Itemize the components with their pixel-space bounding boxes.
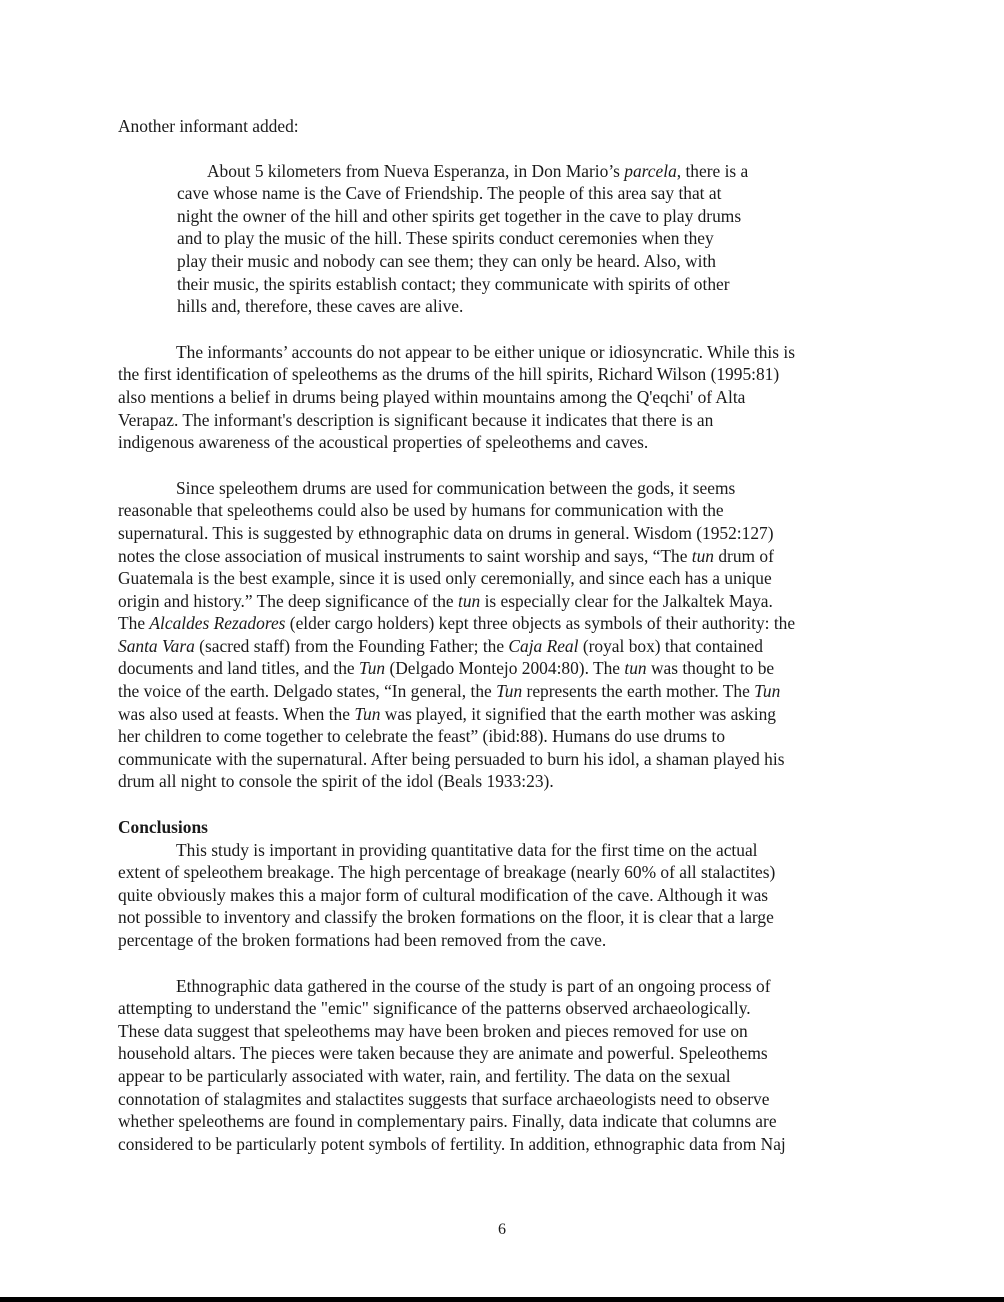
paragraph-conclusions bbox=[118, 839, 888, 952]
paragraph-speleothem-drums bbox=[118, 477, 888, 793]
italic-term: Tun bbox=[496, 681, 523, 702]
text-line: cave whose name is the Cave of Friendship. The people of this area say that at bbox=[177, 183, 722, 204]
text-line: The Alcaldes Rezadores (elder cargo holders) kept three objects as symbols of their authority: the bbox=[118, 613, 796, 634]
text-line: communicate with the supernatural. After being persuaded to burn his idol, a shaman played his bbox=[118, 748, 785, 769]
text-line: Santa Vara (sacred staff) from the Founding Father; the Caja Real (royal box) that contained bbox=[118, 635, 763, 656]
text-line: Guatemala is the best example, since it is used only ceremonially, and since each has a unique bbox=[118, 568, 772, 589]
block-quote bbox=[177, 160, 888, 318]
italic-term: Tun bbox=[754, 681, 781, 702]
italic-term: parcela bbox=[624, 160, 677, 181]
text-line: her children to come together to celebrate the feast” (ibid:88). Humans do use drums to bbox=[118, 726, 726, 747]
text-line: quite obviously makes this a major form of cultural modification of the cave. Although it was bbox=[118, 884, 769, 905]
text-line: hills and, therefore, these caves are alive. bbox=[177, 296, 464, 317]
text-line: supernatural. This is suggested by ethnographic data on drums in general. Wisdom (1952:127) bbox=[118, 522, 774, 543]
text-line: Since speleothem drums are used for communication between the gods, it seems bbox=[176, 477, 736, 498]
text-line: the voice of the earth. Delgado states, “In general, the Tun represents the earth mother. The Tun bbox=[118, 681, 781, 702]
text-line: notes the close association of musical instruments to saint worship and says, “The tun drum of bbox=[118, 545, 774, 566]
italic-term: Alcaldes Rezadores bbox=[149, 613, 286, 634]
text-line: origin and history.” The deep significance of the tun is especially clear for the Jalkaltek Maya. bbox=[118, 590, 773, 611]
text-line: their music, the spirits establish contact; they communicate with spirits of other bbox=[177, 273, 730, 294]
italic-term: Caja Real bbox=[508, 635, 579, 656]
section-heading-conclusions: Conclusions bbox=[118, 817, 208, 838]
text-line: was also used at feasts. When the Tun was played, it signified that the earth mother was asking bbox=[118, 703, 776, 724]
text-line: appear to be particularly associated with water, rain, and fertility. The data on the sexual bbox=[118, 1065, 731, 1086]
text-line: the first identification of speleothems as the drums of the hill spirits, Richard Wilson (1995:81) bbox=[118, 364, 780, 385]
text-line: percentage of the broken formations had been removed from the cave. bbox=[118, 930, 607, 950]
text-line: Ethnographic data gathered in the course of the study is part of an ongoing process of bbox=[176, 975, 771, 996]
bottom-border bbox=[0, 1297, 1004, 1302]
italic-term: tun bbox=[624, 658, 647, 679]
page-body bbox=[118, 115, 888, 1178]
text-line: The informants’ accounts do not appear to be either unique or idiosyncratic. While this is bbox=[176, 341, 795, 362]
text-line: These data suggest that speleothems may have been broken and pieces removed for use on bbox=[118, 1020, 748, 1041]
italic-term: Tun bbox=[359, 658, 386, 679]
text-line: reasonable that speleothems could also be used by humans for communication with the bbox=[118, 500, 724, 521]
text-line: connotation of stalagmites and stalactites suggests that surface archaeologists need to observe bbox=[118, 1088, 770, 1109]
text-line: About 5 kilometers from Nueva Esperanza, in Don Mario’s parcela, there is a bbox=[207, 160, 749, 181]
italic-term: Santa Vara bbox=[118, 635, 195, 656]
text-line: household altars. The pieces were taken because they are animate and powerful. Speleothems bbox=[118, 1043, 768, 1064]
italic-term: tun bbox=[691, 545, 715, 566]
paragraph-informant-accounts bbox=[118, 341, 888, 454]
intro-line: Another informant added: bbox=[118, 116, 299, 136]
text-line: indigenous awareness of the acoustical properties of speleothems and caves. bbox=[118, 432, 649, 453]
text-line: documents and land titles, and the Tun (Delgado Montejo 2004:80). The tun was thought to be bbox=[118, 658, 775, 679]
text-line: Verapaz. The informant's description is significant because it indicates that there is an bbox=[118, 409, 714, 430]
text-line: not possible to inventory and classify the broken formations on the floor, it is clear that a large bbox=[118, 907, 774, 928]
text-line: considered to be particularly potent symbols of fertility. In addition, ethnographic data from Naj bbox=[118, 1133, 786, 1154]
text-line: extent of speleothem breakage. The high percentage of breakage (nearly 60% of all stalactites) bbox=[118, 862, 776, 883]
text-line: attempting to understand the "emic" significance of the patterns observed archaeologically. bbox=[118, 998, 751, 1019]
italic-term: Tun bbox=[354, 703, 381, 724]
text-line: and to play the music of the hill. These spirits conduct ceremonies when they bbox=[177, 228, 714, 249]
text-line: whether speleothems are found in complementary pairs. Finally, data indicate that columns are bbox=[118, 1111, 777, 1132]
paragraph-ethnographic-data bbox=[118, 975, 888, 1156]
text-line: play their music and nobody can see them; they can only be heard. Also, with bbox=[177, 250, 716, 271]
italic-term: tun bbox=[457, 590, 481, 611]
page-number: 6 bbox=[498, 1221, 506, 1238]
text-line: also mentions a belief in drums being played within mountains among the Q'eqchi' of Alta bbox=[118, 386, 746, 407]
text-line: This study is important in providing quantitative data for the first time on the actual bbox=[176, 839, 758, 860]
text-line: night the owner of the hill and other spirits get together in the cave to play drums bbox=[177, 205, 742, 226]
text-line: drum all night to console the spirit of the idol (Beals 1933:23). bbox=[118, 771, 554, 792]
